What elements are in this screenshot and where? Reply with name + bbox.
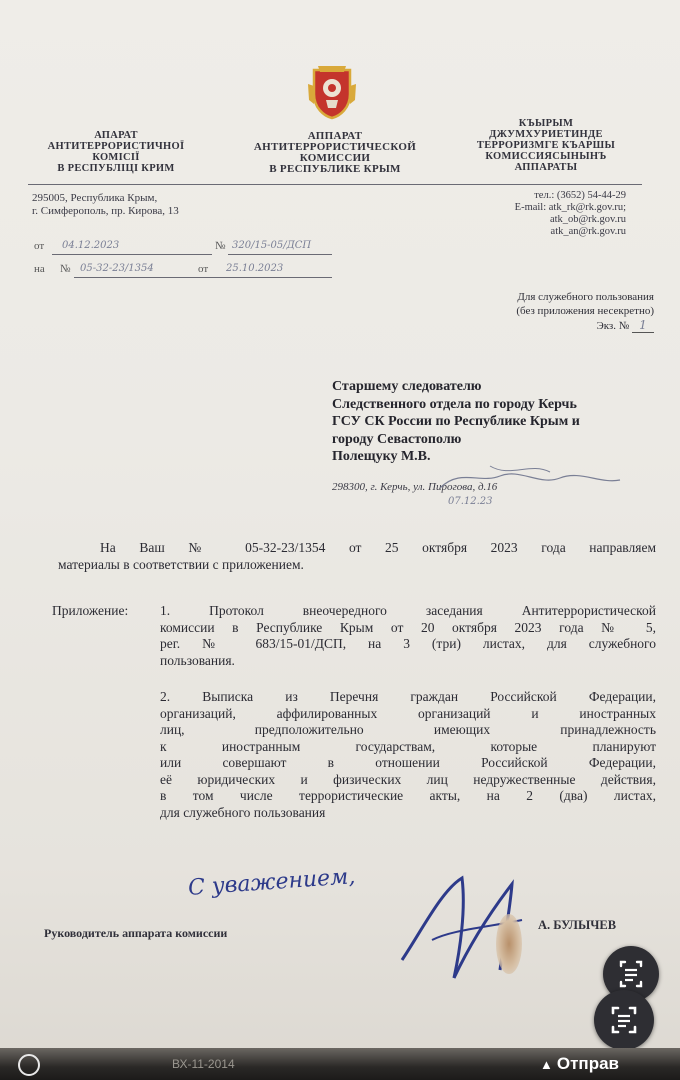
body-line: 2. Выписка из Перечня граждан Российской Федерации,	[160, 689, 656, 704]
body-line: лиц, предположительно имеющих принадлежность	[160, 722, 656, 737]
header-center	[238, 131, 432, 175]
body-line: для служебного пользования	[160, 804, 326, 820]
header-divider	[28, 184, 642, 185]
reg-ot-label: от	[34, 240, 45, 252]
letter-intro	[58, 540, 656, 573]
recipient-line: ГСУ СК России по Республике Крым и	[332, 414, 580, 429]
greeting-handwritten: С уважением,	[187, 864, 357, 901]
header-right-line: КЪЫРЫМ	[518, 118, 574, 129]
recipient-line: Следственного отдела по городу Керчь	[332, 396, 577, 412]
reg-ref-underline	[74, 277, 332, 278]
address-line: г. Симферополь, пр. Кирова, 13	[32, 205, 179, 217]
paper-stain	[496, 914, 522, 974]
attachment-label: Приложение:	[52, 603, 129, 618]
contact-line: atk_ob@rk.gov.ru	[549, 214, 626, 225]
contact-line: atk_an@rk.gov.ru	[550, 226, 626, 237]
stamp-copy	[440, 318, 654, 333]
body-line: организаций, аффилированных организаций и иностранных	[160, 705, 656, 721]
lens-scan-button[interactable]	[594, 990, 654, 1050]
stamp-copy-number: 1	[632, 318, 654, 333]
header-center-line: КОМИССИИ	[299, 152, 371, 164]
header-center-line: В РЕСПУБЛИКЕ КРЫМ	[269, 163, 401, 175]
sender-address	[32, 192, 179, 218]
attachment-item-1	[160, 603, 656, 669]
reg-ref-number: 05-32-23/1354	[80, 263, 154, 274]
body-line: 1. Протокол внеочередного заседания Антитеррористической	[160, 603, 656, 618]
bottom-overlay-bar	[0, 1048, 680, 1080]
send-arrow-icon: ▲	[540, 1057, 553, 1072]
reg-num-label: №	[215, 240, 226, 252]
reg-na-label: на	[34, 263, 45, 275]
reg-ref-label: №	[60, 263, 71, 275]
header-center-line: АНТИТЕРРОРИСТИЧЕСКОЙ	[253, 141, 417, 153]
attachment-item-2	[160, 689, 656, 821]
reg-number: 320/15-05/ДСП	[232, 240, 312, 251]
body-line: комиссии в Республике Крым от 20 октября 2023 года № 5,	[160, 619, 656, 635]
refresh-icon[interactable]	[18, 1054, 40, 1076]
blurred-incoming-number: ВХ-11-2014	[172, 1057, 235, 1071]
stamp-line: (без приложения несекретно)	[516, 305, 654, 317]
body-line: в том числе террористические акты, на 2 (два) листах,	[160, 788, 656, 803]
recipient-line: Полещуку М.В.	[332, 449, 431, 464]
header-right-line: ТЕРРОРИЗМГЕ КЪАРШЫ	[476, 140, 616, 151]
send-label: Отправ	[556, 1054, 619, 1073]
recipient-block	[332, 378, 580, 466]
recipient-line: городу Севастополю	[332, 431, 462, 447]
header-left-line: В РЕСПУБЛІЦІ КРИМ	[57, 163, 175, 174]
body-line: её юридических и физических лиц недружественные действия,	[160, 771, 656, 787]
body-line: На Ваш № 05-32-23/1354 от 25 октября 2023 года направляем	[100, 540, 656, 555]
body-line: или совершают в отношении Российской Федерации,	[160, 755, 656, 770]
stamp-line: Для служебного пользования	[517, 291, 654, 303]
header-right-line: ДЖУМХУРИЕТИНДЕ	[489, 129, 603, 140]
signer-position: Руководитель аппарата комиссии	[44, 926, 228, 940]
body-line: к иностранным государствам, которые планируют	[160, 738, 656, 754]
header-left-line: АНТИТЕРРОРИСТИЧНОЇ	[47, 141, 185, 152]
header-left-line: КОМІСІЇ	[92, 152, 140, 163]
header-center-line: АППАРАТ	[307, 130, 363, 142]
contact-line: тел.: (3652) 54-44-29	[534, 190, 626, 201]
header-left	[28, 130, 204, 174]
reg-ref-date: 25.10.2023	[226, 263, 284, 274]
secrecy-stamp	[440, 290, 654, 333]
lens-scan-icon	[594, 990, 654, 1050]
stamp-copy-label: Экз. №	[596, 320, 630, 332]
crimea-emblem-icon	[306, 64, 358, 120]
recipient-address: 298300, г. Керчь, ул. Пирогова, д.16	[332, 481, 498, 493]
reg-date: 04.12.2023	[62, 240, 120, 251]
header-right-line: АППАРАТЫ	[514, 162, 578, 173]
header-left-line: АПАРАТ	[94, 130, 138, 141]
received-mark-scribble-icon	[430, 458, 630, 498]
send-action-label[interactable]	[540, 1054, 619, 1074]
reg-number-underline	[228, 254, 332, 255]
recipient-handwritten-date: 07.12.23	[448, 496, 493, 507]
sender-contacts	[470, 190, 626, 238]
header-right	[448, 118, 644, 173]
header-right-line: КОМИССИЯСЫНЫНЪ	[485, 151, 607, 162]
signer-name: А. БУЛЫЧЕВ	[538, 918, 617, 932]
reg-date-underline	[52, 254, 212, 255]
body-line: пользования.	[160, 652, 235, 668]
body-line: рег. № 683/15-01/ДСП, на 3 (три) листах, для служебного	[160, 636, 656, 651]
reg-ot2-label: от	[198, 263, 209, 275]
recipient-line: Старшему следователю	[332, 379, 482, 394]
body-line: материалы в соответствии с приложением.	[58, 556, 304, 572]
address-line: 295005, Республика Крым,	[32, 192, 158, 204]
contact-line: E-mail: atk_rk@rk.gov.ru;	[514, 202, 626, 213]
